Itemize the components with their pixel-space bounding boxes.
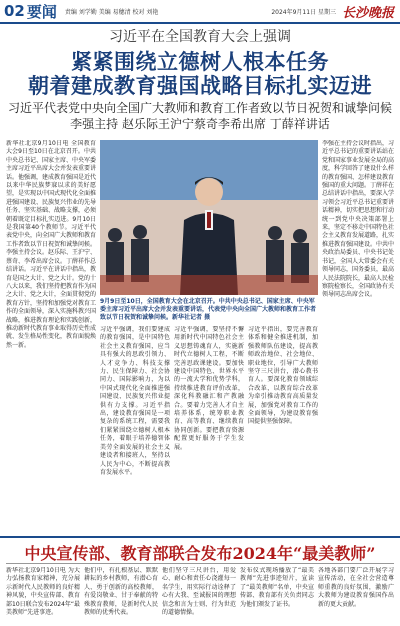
article-column-4: 习近平指出，要完善教育体系和健全推进机制，加强教师队伍建设，提高教师政治地位、社会地位、职业地位，引导广大教师坚守三尺讲台，潜心教书育人。要深化教育领域综合改革，以教育综合改革为牵引推动教育高质量发展，加强党对教育工作的全面领导，为建设教育强国提供坚强保障。 <box>248 326 318 426</box>
issue-date: 2024年9月11日 星期三 <box>271 8 336 16</box>
masthead <box>0 0 400 22</box>
second-headline: 中央宣传部、教育部联合发布2024年“最美教师” <box>24 544 376 563</box>
subheadline-2: 李强主持 赵乐际王沪宁蔡奇李希出席 丁薛祥讲话 <box>70 117 330 131</box>
subheadline-1: 习近平代表党中央向全国广大教师和教育工作者致以节日祝贺和诚挚问候 <box>7 101 392 115</box>
section-divider <box>0 536 400 538</box>
editor-credits: 责编 刘学勤 美编 易穗清 校对 刘艳 <box>64 8 159 16</box>
second-article-column-5: 各地各部门要广泛开展学习宣传活动，在全社会营造尊师重教的良好氛围，激励广大教师为建设教育强国作出新的更大贡献。 <box>318 567 394 608</box>
top-rule <box>0 22 400 24</box>
lead-article-text: 新华社北京9月10日电 全国教育大会9日至10日在北京召开。中共中央总书记、国家主席、中央军委主席习近平出席大会并发表重要讲话。他强调，建成教育强国是近代以来中华民族梦寐以求的美好愿望，是实现以中国式现代化全面推进强国建设、民族复兴伟业的先导任务、坚实基础、战略支撑，必须朝着既定目标扎实迈进。9月10日是我国第40个教师节。习近平代表党中央，向全国广大教师和教育工作者致以节日祝贺和诚挚问候。李强主持会议。赵乐际、王沪宁、蔡奇、李希出席会议。丁薛祥作总结讲话。习近平在讲话中指出，教育是国之大计、党之大计。党的十八大以来，我们坚持把教育作为国之大计、党之大计，全面贯彻党的教育方针，坚持和加强党对教育工作的全面领导，深入实施科教兴国战略，推进教育理论和实践创新，推动新时代教育事业取得历史性成就、发生格局性变化，教育面貌焕然一新。 <box>6 140 96 349</box>
second-article-column-1: 新华社北京9月10日电 为大力弘扬教育家精神，充分展示新时代人民教师的良好精神风貌，中央宣传部、教育部10日联合发布2024年“最美教师”先进事迹。 <box>6 567 80 617</box>
photo-caption: 9月9日至10日，全国教育大会在北京召开。中共中央总书记、国家主席、中央军委主席习近平出席大会并发表重要讲话，代表党中央向全国广大教师和教育工作者致以节日祝贺和诚挚问候。新华社记者 摄 <box>100 298 317 321</box>
article-column-2: 习近平强调，我们要建成的教育强国，是中国特色社会主义教育强国，应当具有强大的思政引领力、人才竞争力、科技支撑力、民生保障力、社会协同力、国际影响力，为以中国式现代化全面推进强国建设、民族复兴伟业提供有力支撑。习近平指出，建设教育强国是一项复杂的系统工程，需要我们紧紧围绕立德树人根本任务，着眼于培养德智体美劳全面发展的社会主义建设者和接班人，坚持以人民为中心，不断提高教育发展水平。 <box>100 326 170 476</box>
headline-kicker: 习近平在全国教育大会上强调 <box>109 29 291 45</box>
photo-illustration <box>100 140 318 295</box>
main-headline-line2: 朝着建成教育强国战略目标扎实迈进 <box>28 73 372 98</box>
newspaper-logo: 长沙晚报 <box>341 5 394 21</box>
second-rule <box>6 563 394 564</box>
page-number: 02 <box>4 2 25 20</box>
main-headline-line1: 紧紧围绕立德树人根本任务 <box>71 49 329 74</box>
second-article-column-3: 他们坚守三尺讲台，用爱心、耐心和责任心浇灌每一名学生，用实际行动诠释了心有大我、至诚报国的理想信念和言为士则、行为世范的道德情操。 <box>162 567 236 617</box>
news-photo <box>100 140 318 295</box>
article-column-5: 李强在主持会议时指出，习近平总书记的重要讲话站在党和国家事业发展全局的高度，科学回答了建设什么样的教育强国、怎样建设教育强国的重大问题。丁薛祥在总结讲话中指出，要深入学习领会习近平总书记重要讲话精神，切实把思想和行动统一到党中央决策部署上来，坚定不移走中国特色社会主义教育发展道路，扎实推进教育强国建设。中共中央政治局委员、中央书记处书记，全国人大常委会有关领导同志，国务委员，最高人民法院院长，最高人民检察院检察长，全国政协有关领导同志出席会议。 <box>322 140 394 299</box>
second-article-column-2: 他们中，有扎根基层、默默耕耘的乡村教师，有潜心育人、勇于创新的高校教师，有爱岗敬业、甘于奉献的特殊教育教师，是新时代人民教师的优秀代表。 <box>84 567 158 617</box>
second-article-column-4: 发布仪式现场播放了“最美教师”先进事迹短片，宣读了“最美教师”名单，中央宣传部、教育部有关负责同志为他们颁发了证书。 <box>240 567 314 608</box>
section-title: 要闻 <box>26 2 57 21</box>
article-column-3: 习近平强调，要坚持不懈用新时代中国特色社会主义思想铸魂育人，实施新时代立德树人工程，不断完善思政课建设。要加快建设中国特色、世界水平的一流大学和优势学科，持续推进教育评价改革，深化科教融汇和产教融合。要着力完善人才自主培养体系，统筹职业教育、高等教育、继续教育协同创新。要把教育资源配置更好服务于学生发展。 <box>174 326 244 451</box>
